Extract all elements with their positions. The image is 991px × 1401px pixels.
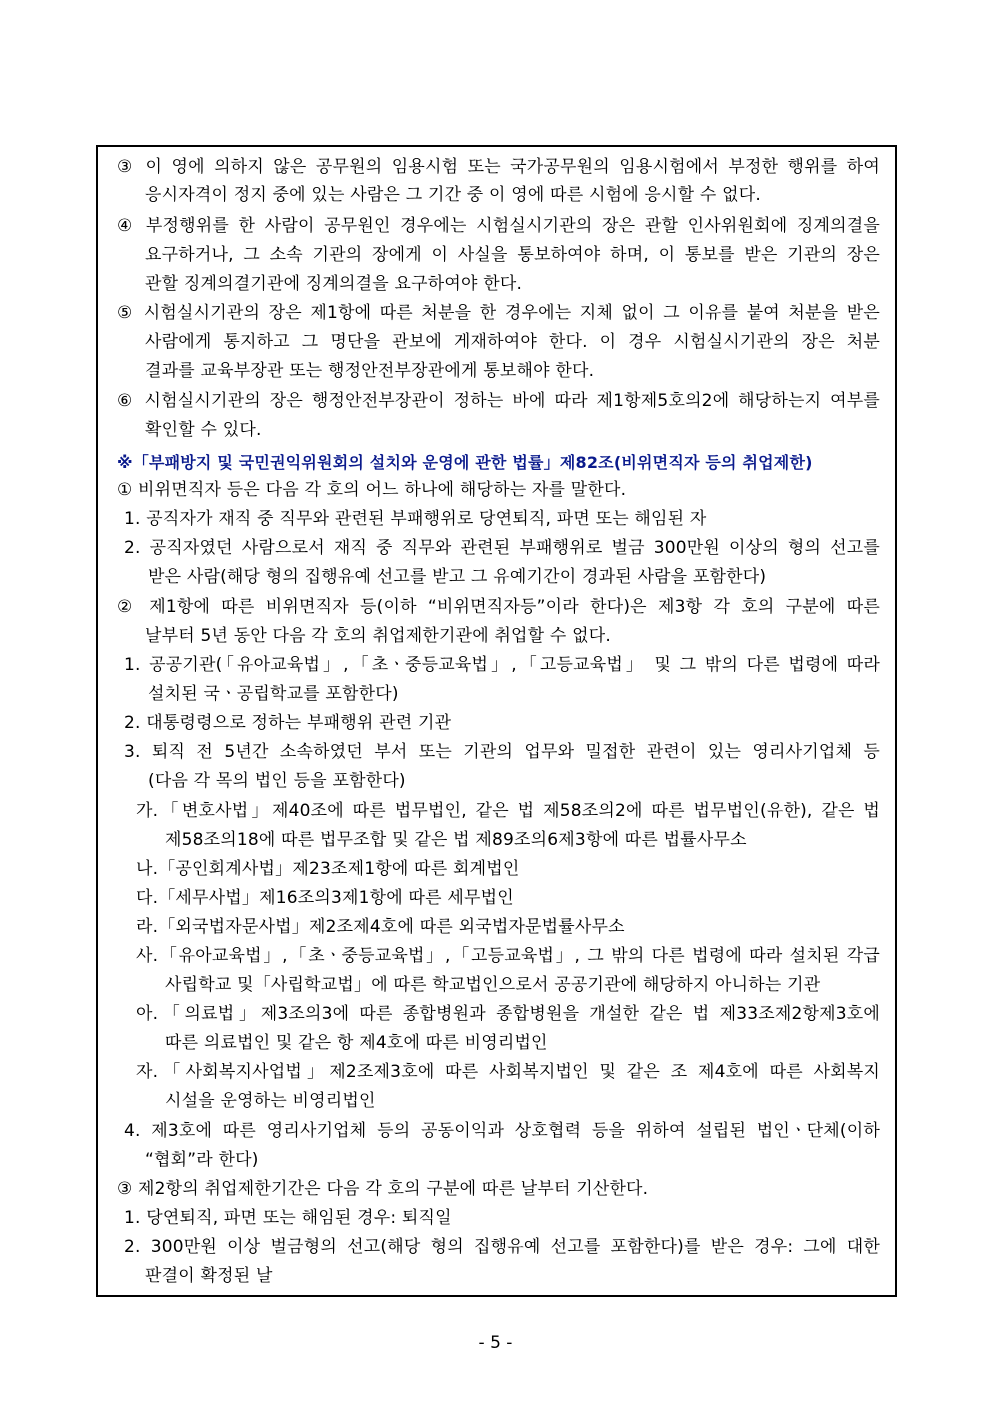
text-line: 사람에게 통지하고 그 명단을 관보에 게재하여야 한다. 이 경우 시험실시기관의 장은 처분 (145, 332, 880, 352)
text-line: 다.「세무사법」제16조의3제1항에 따른 세무법인 (136, 888, 514, 908)
text-line: “협회”라 한다) (145, 1150, 259, 1170)
text-line: 따른 의료법인 및 같은 항 제4호에 따른 비영리법인 (165, 1033, 548, 1053)
text-line: ⑥ 시험실시기관의 장은 행정안전부장관이 정하는 바에 따라 제1항제5호의2에 해당하는지 여부를 (117, 391, 880, 411)
text-line: ② 제1항에 따른 비위면직자 등(이하 “비위면직자등”이라 한다)은 제3항 각 호의 구분에 따른 (117, 597, 880, 617)
text-line: 관할 징계의결기관에 징계의결을 요구하여야 한다. (145, 274, 523, 294)
text-line: 판결이 확정된 날 (145, 1266, 273, 1286)
text-line: 1. 공공기관(「유아교육법」,「초ㆍ중등교육법」,「고등교육법」 및 그 밖의 다른 법령에 따라 (124, 655, 880, 675)
text-line: 1. 공직자가 재직 중 직무와 관련된 부패행위로 당연퇴직, 파면 또는 해임된 자 (124, 509, 707, 529)
page-number: - 5 - (478, 1333, 513, 1353)
law-article-heading: ※「부패방지 및 국민권익위원회의 설치와 운영에 관한 법률」제82조(비위면직자 등의 취업제한) (117, 453, 813, 472)
text-line: 응시자격이 정지 중에 있는 사람은 그 기간 중 이 영에 따른 시험에 응시할 수 없다. (145, 185, 761, 205)
text-line: 요구하거나, 그 소속 기관의 장에게 이 사실을 통보하여야 하며, 이 통보를 받은 기관의 장은 (145, 245, 880, 265)
text-line: 2. 대통령령으로 정하는 부패행위 관련 기관 (124, 713, 452, 733)
text-line: 시설을 운영하는 비영리법인 (165, 1091, 376, 1111)
text-line: 설치된 국ㆍ공립학교를 포함한다) (148, 684, 399, 704)
text-line: ⑤ 시험실시기관의 장은 제1항에 따른 처분을 한 경우에는 지체 없이 그 이유를 붙여 처분을 받은 (117, 303, 880, 323)
text-line: 4. 제3호에 따른 영리사기업체 등의 공동이익과 상호협력 등을 위하여 설립된 법인ㆍ단체(이하 (124, 1121, 880, 1141)
text-line: 확인할 수 있다. (145, 420, 262, 440)
text-line: ③ 제2항의 취업제한기간은 다음 각 호의 구분에 따른 날부터 기산한다. (117, 1179, 649, 1199)
text-line: 자.「사회복지사업법」제2조제3호에 따른 사회복지법인 및 같은 조 제4호에 따른 사회복지 (136, 1062, 880, 1082)
text-line: 3. 퇴직 전 5년간 소속하였던 부서 또는 기관의 업무와 밀접한 관련이 있는 영리사기업체 등 (124, 742, 880, 762)
text-line: 아.「의료법」제3조의3에 따른 종합병원과 종합병원을 개설한 같은 법 제33조제2항제3호에 (136, 1004, 880, 1024)
text-line: 1. 당연퇴직, 파면 또는 해임된 경우: 퇴직일 (124, 1208, 452, 1228)
text-line: (다음 각 목의 법인 등을 포함한다) (148, 771, 406, 791)
text-line: 사.「유아교육법」,「초ㆍ중등교육법」,「고등교육법」, 그 밖의 다른 법령에 따라 설치된 각급 (136, 946, 880, 966)
text-line: ④ 부정행위를 한 사람이 공무원인 경우에는 시험실시기관의 장은 관할 인사위원회에 징계의결을 (117, 216, 880, 236)
text-line: 제58조의18에 따른 법무조합 및 같은 법 제89조의6제3항에 따른 법률사무소 (165, 830, 747, 850)
text-line: 2. 300만원 이상 벌금형의 선고(해당 형의 집행유예 선고를 포함한다)를 받은 경우: 그에 대한 (124, 1237, 880, 1257)
text-line: 나.「공인회계사법」제23조제1항에 따른 회계법인 (136, 859, 520, 879)
text-line: 받은 사람(해당 형의 집행유예 선고를 받고 그 유예기간이 경과된 사람을 포함한다) (148, 567, 767, 587)
text-line: 날부터 5년 동안 다음 각 호의 취업제한기관에 취업할 수 없다. (145, 626, 611, 646)
text-line: 가.「변호사법」제40조에 따른 법무법인, 같은 법 제58조의2에 따른 법무법인(유한), 같은 법 (136, 801, 880, 821)
text-line: 2. 공직자였던 사람으로서 재직 중 직무와 관련된 부패행위로 벌금 300만원 이상의 형의 선고를 (124, 538, 880, 558)
text-line: ① 비위면직자 등은 다음 각 호의 어느 하나에 해당하는 자를 말한다. (117, 480, 627, 500)
text-line: ③ 이 영에 의하지 않은 공무원의 임용시험 또는 국가공무원의 임용시험에서 부정한 행위를 하여 (117, 157, 880, 177)
text-line: 결과를 교육부장관 또는 행정안전부장관에게 통보해야 한다. (145, 361, 595, 381)
text-line: 사립학교 및「사립학교법」에 따른 학교법인으로서 공공기관에 해당하지 아니하는 기관 (165, 975, 821, 995)
text-line: 라.「외국법자문사법」제2조제4호에 따른 외국법자문법률사무소 (136, 917, 625, 937)
